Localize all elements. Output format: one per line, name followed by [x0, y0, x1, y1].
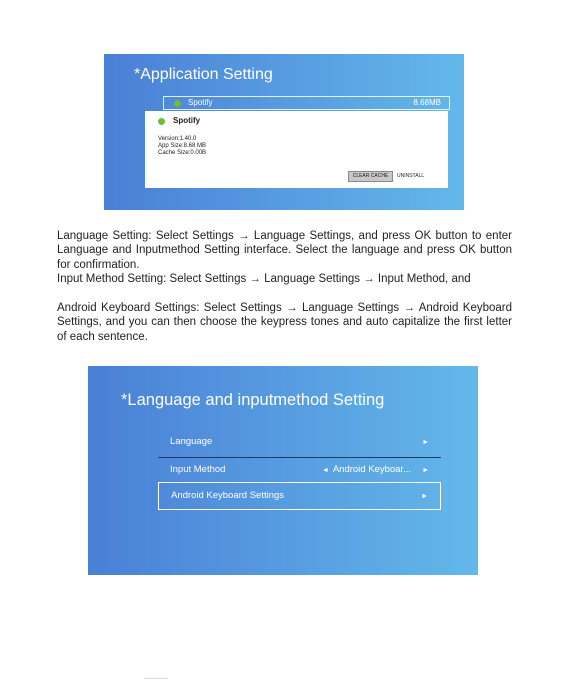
- language-row[interactable]: [158, 430, 441, 456]
- app-row-size: 8.68MB: [413, 98, 441, 107]
- app-info: [158, 136, 206, 157]
- app-detail-card: [145, 111, 448, 188]
- uninstall-button[interactable]: UNINSTALL: [397, 173, 425, 179]
- arrow-right-icon: ►: [422, 439, 429, 446]
- arrow-right-icon: ►: [421, 493, 428, 500]
- language-label: Language: [170, 436, 213, 447]
- input-method-label: Input Method: [170, 464, 226, 475]
- cache-size: Cache Size:0.00B: [158, 150, 207, 156]
- arrow-left-icon[interactable]: ◄: [322, 467, 329, 474]
- language-setting-title: *Language and inputmethod Setting: [121, 391, 385, 409]
- app-setting-title: *Application Setting: [134, 66, 273, 83]
- clear-cache-button[interactable]: CLEAR CACHE: [348, 171, 393, 182]
- input-method-row[interactable]: [158, 457, 441, 483]
- app-detail-name: Spotify: [173, 116, 201, 125]
- status-dot-icon: [174, 100, 181, 107]
- page-footer-mark: [144, 678, 168, 679]
- arrow-right-icon[interactable]: ►: [422, 467, 429, 474]
- application-setting-screenshot: [104, 54, 464, 210]
- android-keyboard-settings-label: Android Keyboard Settings: [171, 490, 285, 501]
- input-method-paragraph: Input Method Setting: Select Settings → Language Settings → Input Method, and: [57, 273, 471, 285]
- language-setting-paragraph: Language Setting: Select Settings → Language Settings, and press OK button to enter Language and Inputmethod Setting interface. Select the language and press OK button for confirmation.: [57, 230, 512, 271]
- app-size: App Size:8.68 MB: [158, 143, 207, 149]
- app-version: Version:1.40.0: [158, 136, 197, 142]
- language-inputmethod-screenshot: [88, 366, 478, 575]
- android-keyboard-paragraph: Android Keyboard Settings: Select Settings → Language Settings → Android Keyboard Settings, and you can then choose the keypress tones and auto capitalize the first letter of each sentence.: [57, 302, 512, 343]
- app-row-name: Spotify: [188, 98, 213, 107]
- input-method-value: Android Keyboar...: [332, 464, 411, 475]
- status-dot-icon: [158, 118, 165, 125]
- app-list-row[interactable]: [163, 96, 450, 110]
- android-keyboard-settings-row[interactable]: [158, 482, 441, 510]
